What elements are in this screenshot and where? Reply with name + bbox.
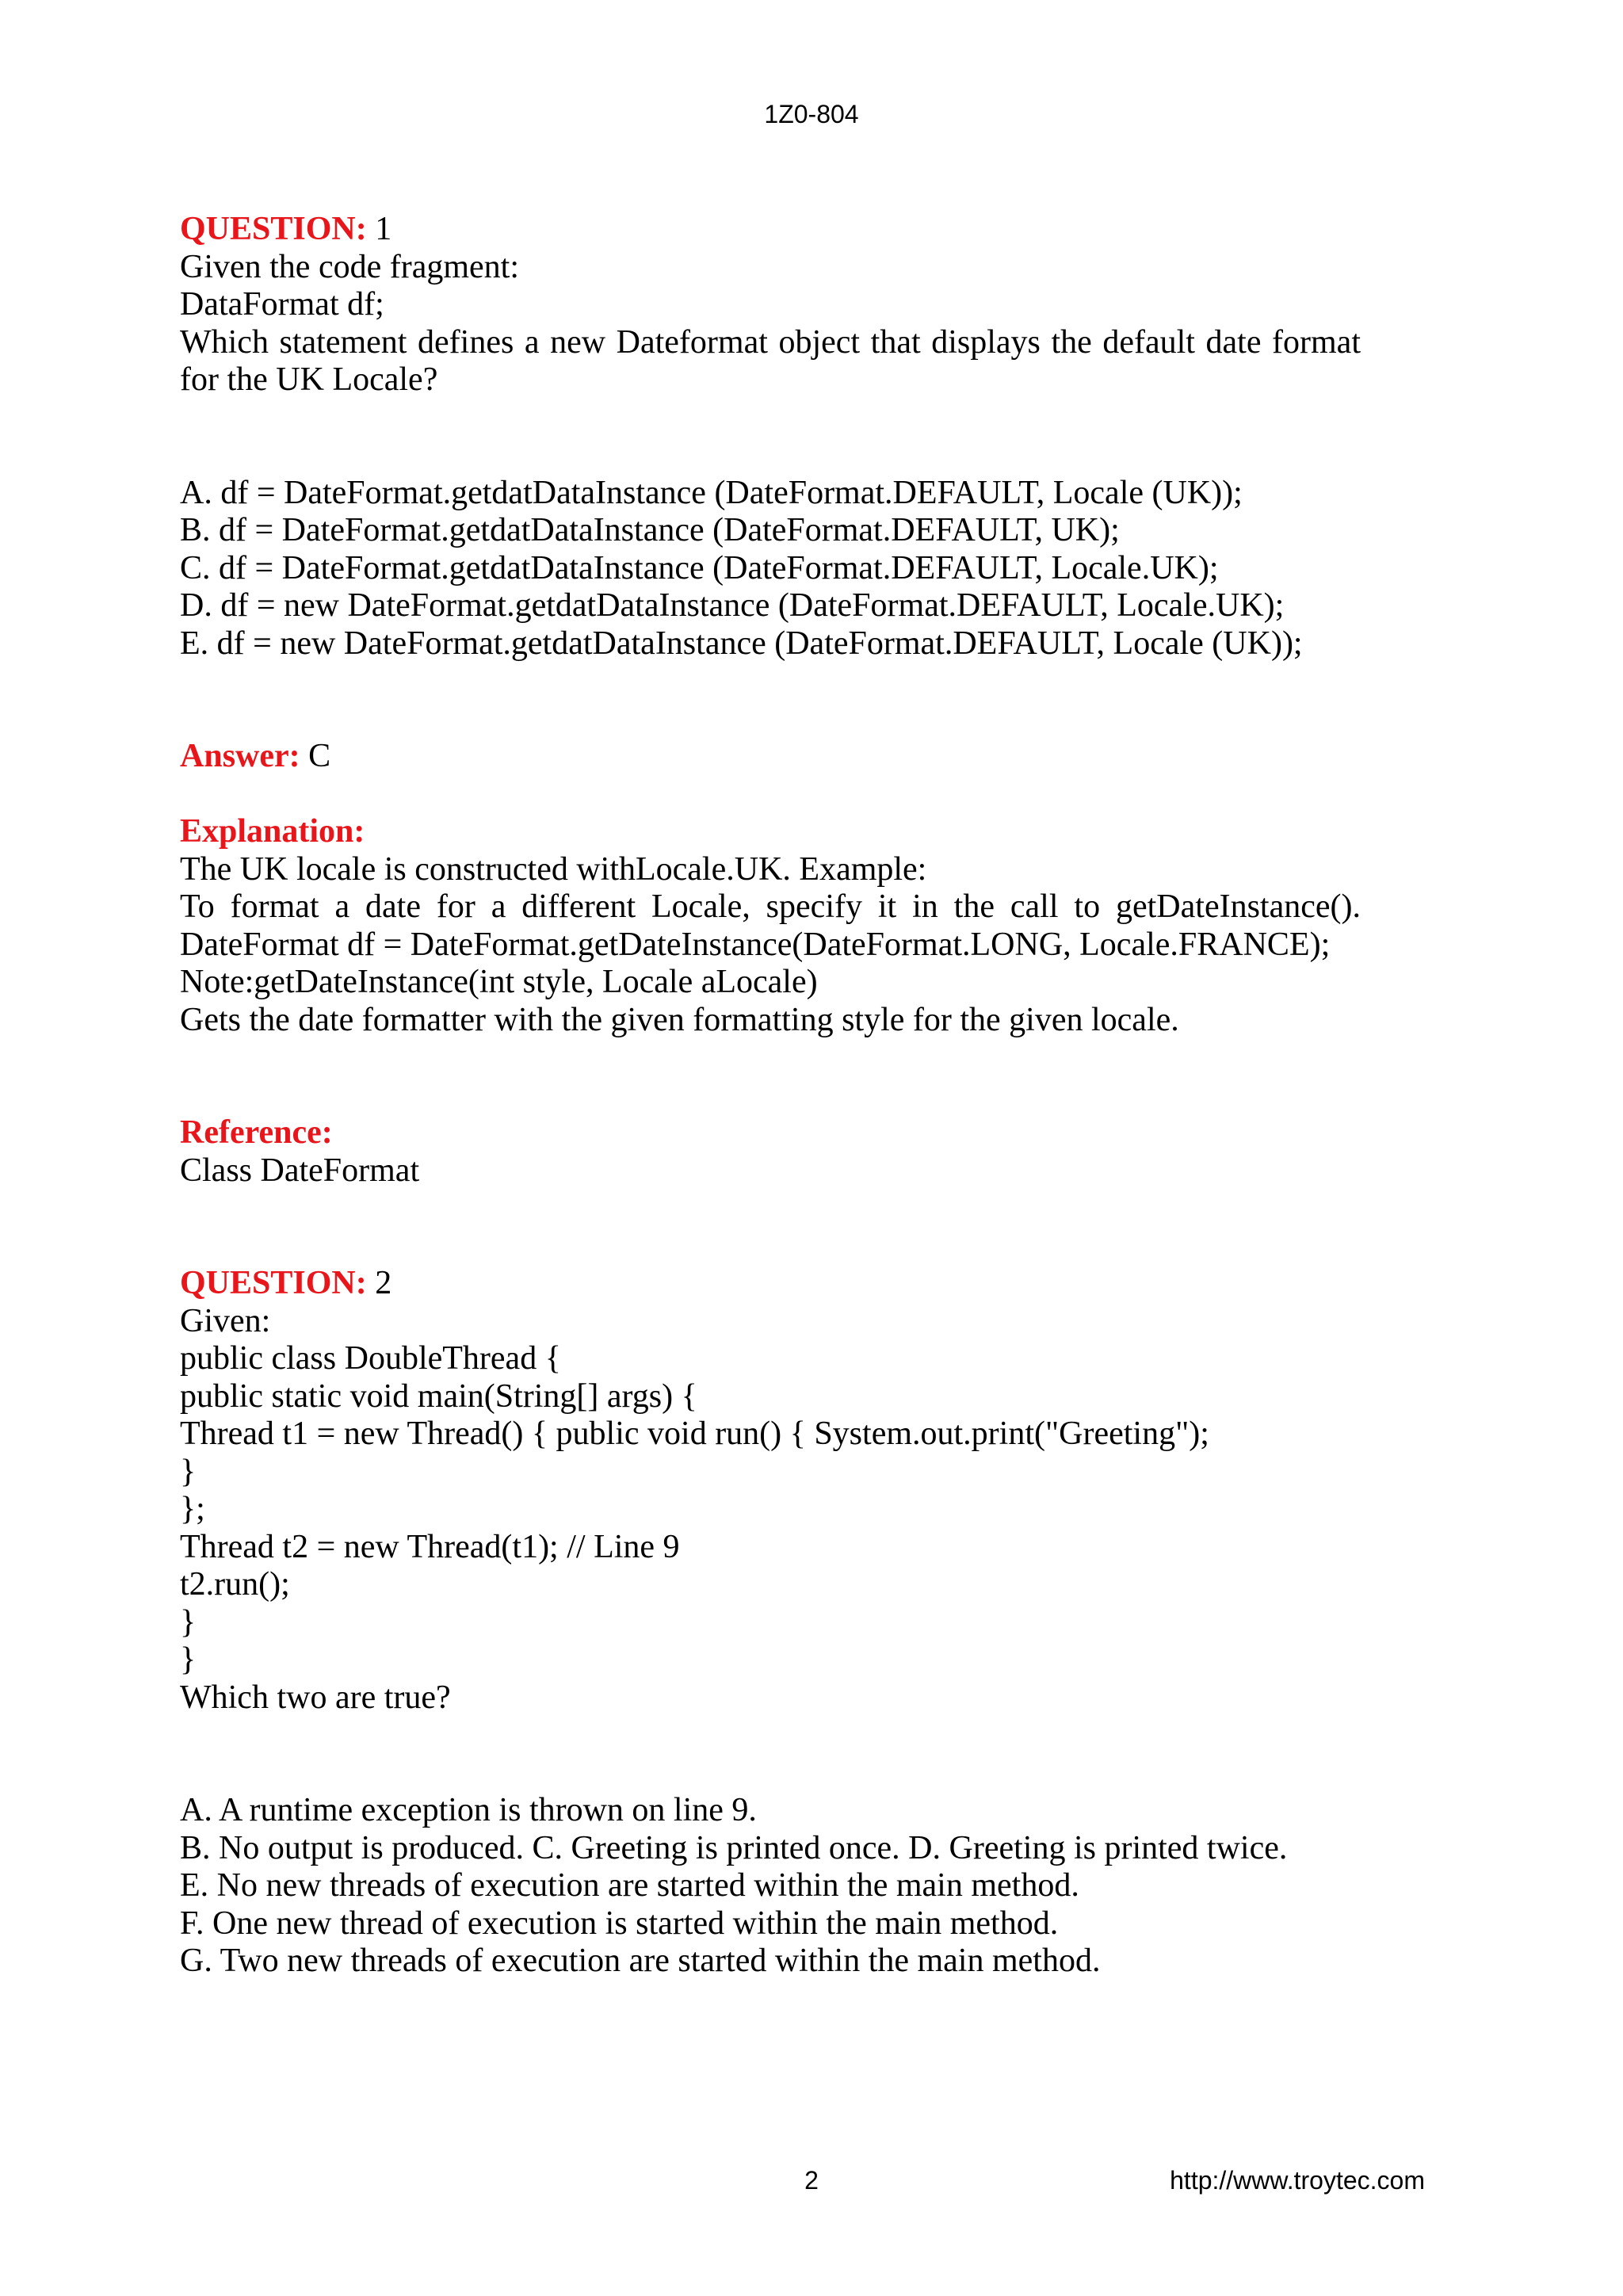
answer-option: A. A runtime exception is thrown on line 9.: [180, 1792, 757, 1828]
explanation-line: The UK locale is constructed withLocale.UK. Example:: [180, 850, 927, 888]
question-1-prompt: Which statement defines a new Dateformat object that displays the default date format: [180, 323, 1361, 361]
code-line: }: [180, 1641, 197, 1678]
code-line: public static void main(String[] args) {: [180, 1377, 697, 1415]
question-label: QUESTION:: [180, 211, 367, 247]
question-2-line: Given:: [180, 1302, 271, 1339]
code-line: Thread t1 = new Thread() { public void run() { System.out.print("Greeting");: [180, 1415, 1209, 1452]
reference-heading: [180, 1114, 1361, 1152]
answer-option: B. No output is produced. C. Greeting is printed once. D. Greeting is printed twice.: [180, 1829, 1288, 1866]
question-2-prompt: Which two are true?: [180, 1679, 451, 1716]
question-label: QUESTION:: [180, 1265, 367, 1301]
answer-option: C. df = DateFormat.getdatDataInstance (DateFormat.DEFAULT, Locale.UK);: [180, 549, 1219, 586]
explanation-line: To format a date for a different Locale, specify it in the call to getDateInstance().: [180, 888, 1361, 925]
answer-option: F. One new thread of execution is started within the main method.: [180, 1904, 1059, 1942]
answer-line: [180, 738, 1361, 776]
document-body: [180, 211, 1361, 1981]
code-line: Thread t2 = new Thread(t1); // Line 9: [180, 1528, 680, 1565]
code-line: };: [180, 1491, 205, 1527]
code-line: }: [180, 1453, 197, 1490]
answer-option: E. No new threads of execution are started within the main method.: [180, 1867, 1079, 1904]
question-1-prompt-cont: for the UK Locale?: [180, 361, 438, 398]
code-line: }: [180, 1603, 197, 1641]
answer-option: B. df = DateFormat.getdatDataInstance (DateFormat.DEFAULT, UK);: [180, 512, 1120, 548]
question-number: 1: [366, 211, 392, 247]
explanation-line: DateFormat df = DateFormat.getDateInstance(DateFormat.LONG, Locale.FRANCE);: [180, 926, 1331, 963]
answer-value: C: [300, 738, 331, 774]
answer-option: D. df = new DateFormat.getdatDataInstance (DateFormat.DEFAULT, Locale.UK);: [180, 587, 1285, 624]
question-1-line: DataFormat df;: [180, 286, 384, 323]
page-number: 2: [804, 2166, 819, 2195]
answer-option: E. df = new DateFormat.getdatDataInstance (DateFormat.DEFAULT, Locale (UK));: [180, 625, 1303, 662]
explanation-line: Gets the date formatter with the given formatting style for the given locale.: [180, 1001, 1179, 1038]
explanation-label: Explanation:: [180, 813, 365, 850]
answer-option: G. Two new threads of execution are started within the main method.: [180, 1943, 1101, 1979]
question-2-heading: [180, 1265, 1361, 1303]
answer-label: Answer:: [180, 738, 300, 774]
answer-option: A. df = DateFormat.getdatDataInstance (DateFormat.DEFAULT, Locale (UK));: [180, 474, 1243, 511]
code-line: t2.run();: [180, 1566, 290, 1603]
question-1-line: Given the code fragment:: [180, 248, 519, 285]
reference-label: Reference:: [180, 1114, 333, 1151]
explanation-line: Note:getDateInstance(int style, Locale aLocale): [180, 964, 818, 1000]
explanation-heading: [180, 813, 1361, 851]
question-1-heading: [180, 211, 1361, 249]
reference-text: Class DateFormat: [180, 1152, 420, 1189]
question-number: 2: [366, 1265, 392, 1301]
footer-url-link[interactable]: http://www.troytec.com: [1170, 2166, 1425, 2195]
page-header-exam-code: 1Z0-804: [764, 100, 859, 128]
code-line: public class DoubleThread {: [180, 1340, 561, 1377]
